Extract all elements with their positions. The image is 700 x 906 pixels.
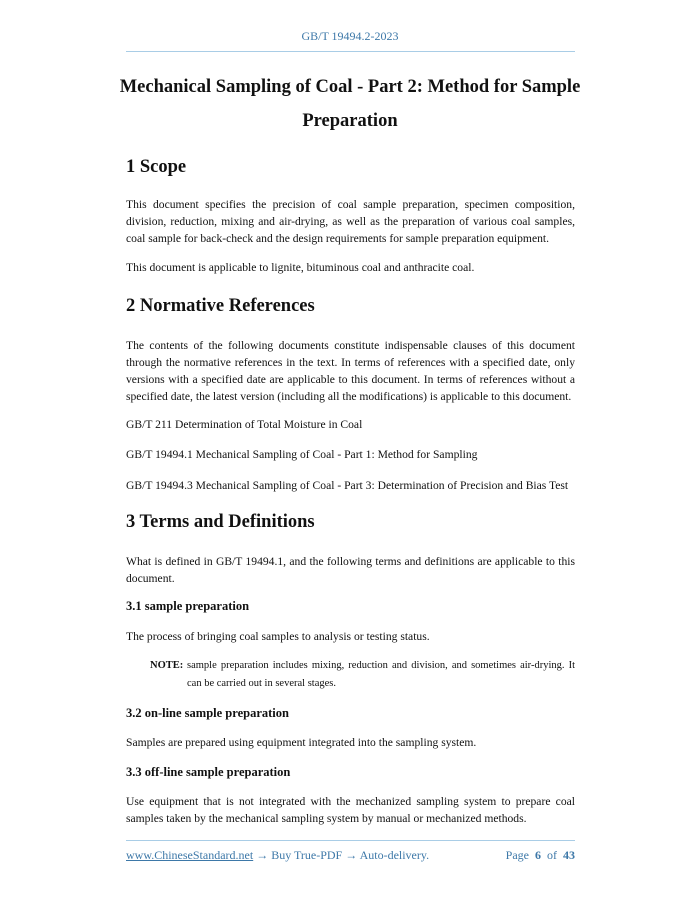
section-3-para-1: What is defined in GB/T 19494.1, and the following terms and definitions are applicable to this document. [126, 555, 575, 585]
of-label: of [547, 848, 557, 862]
page-number: 6 [535, 848, 541, 862]
doc-title-line2: Preparation [302, 111, 398, 131]
term-3-1-text: The process of bringing coal samples to analysis or testing status. [126, 630, 430, 643]
doc-title-line1: Mechanical Sampling of Coal - Part 2: Method for Sample [119, 77, 581, 97]
section-1-para-1: This document specifies the precision of coal sample preparation, specimen composition, division, reduction, mixing and air-drying, as well as the preparation of various coal samples, coal sample for back-check and the design requirements for sample preparation equipment. [126, 198, 575, 245]
term-3-1-note [150, 657, 575, 693]
footer-promo [126, 848, 429, 863]
term-3-3-heading: 3.3 off-line sample preparation [126, 765, 291, 779]
header-rule [126, 51, 575, 52]
term-3-2-heading: 3.2 on-line sample preparation [126, 706, 289, 720]
footer-rule [126, 840, 575, 841]
term-3-3-text: Use equipment that is not integrated with the mechanized sampling system to prepare coal samples taken by the mechanical sampling system by manual or mechanized methods. [126, 795, 575, 825]
term-3-1-heading: 3.1 sample preparation [126, 599, 250, 613]
header-doc-code: GB/T 19494.2-2023 [301, 29, 399, 43]
reference-item: GB/T 19494.3 Mechanical Sampling of Coal - Part 3: Determination of Precision and Bias Test [126, 479, 569, 492]
reference-item: GB/T 19494.1 Mechanical Sampling of Coal - Part 1: Method for Sampling [126, 448, 478, 461]
term-3-2-text: Samples are prepared using equipment integrated into the sampling system. [126, 736, 477, 749]
footer-promo-text: → Buy True-PDF → Auto-delivery. [253, 848, 430, 862]
reference-item: GB/T 211 Determination of Total Moisture in Coal [126, 418, 363, 431]
section-1-heading: 1 Scope [126, 157, 187, 177]
note-text: sample preparation includes mixing, reduction and division, and sometimes air-drying. It can be carried out in several stages. [187, 660, 575, 689]
footer [126, 848, 575, 863]
section-3-heading: 3 Terms and Definitions [126, 512, 315, 532]
note-label: NOTE: [150, 660, 184, 671]
page-total: 43 [563, 848, 575, 862]
page-indicator [506, 848, 575, 863]
section-2-para-1: The contents of the following documents constitute indispensable clauses of this document through the normative references in the text. In terms of references with a specified date, only versions with a specified date are applicable to this document. In terms of references without a specified date, the latest version (including all the modifications) is applicable to this document. [126, 339, 575, 403]
footer-link[interactable]: www.ChineseStandard.net [126, 848, 254, 862]
page-label: Page [505, 848, 529, 862]
section-2-heading: 2 Normative References [126, 296, 315, 316]
section-1-para-2: This document is applicable to lignite, bituminous coal and anthracite coal. [126, 261, 475, 274]
